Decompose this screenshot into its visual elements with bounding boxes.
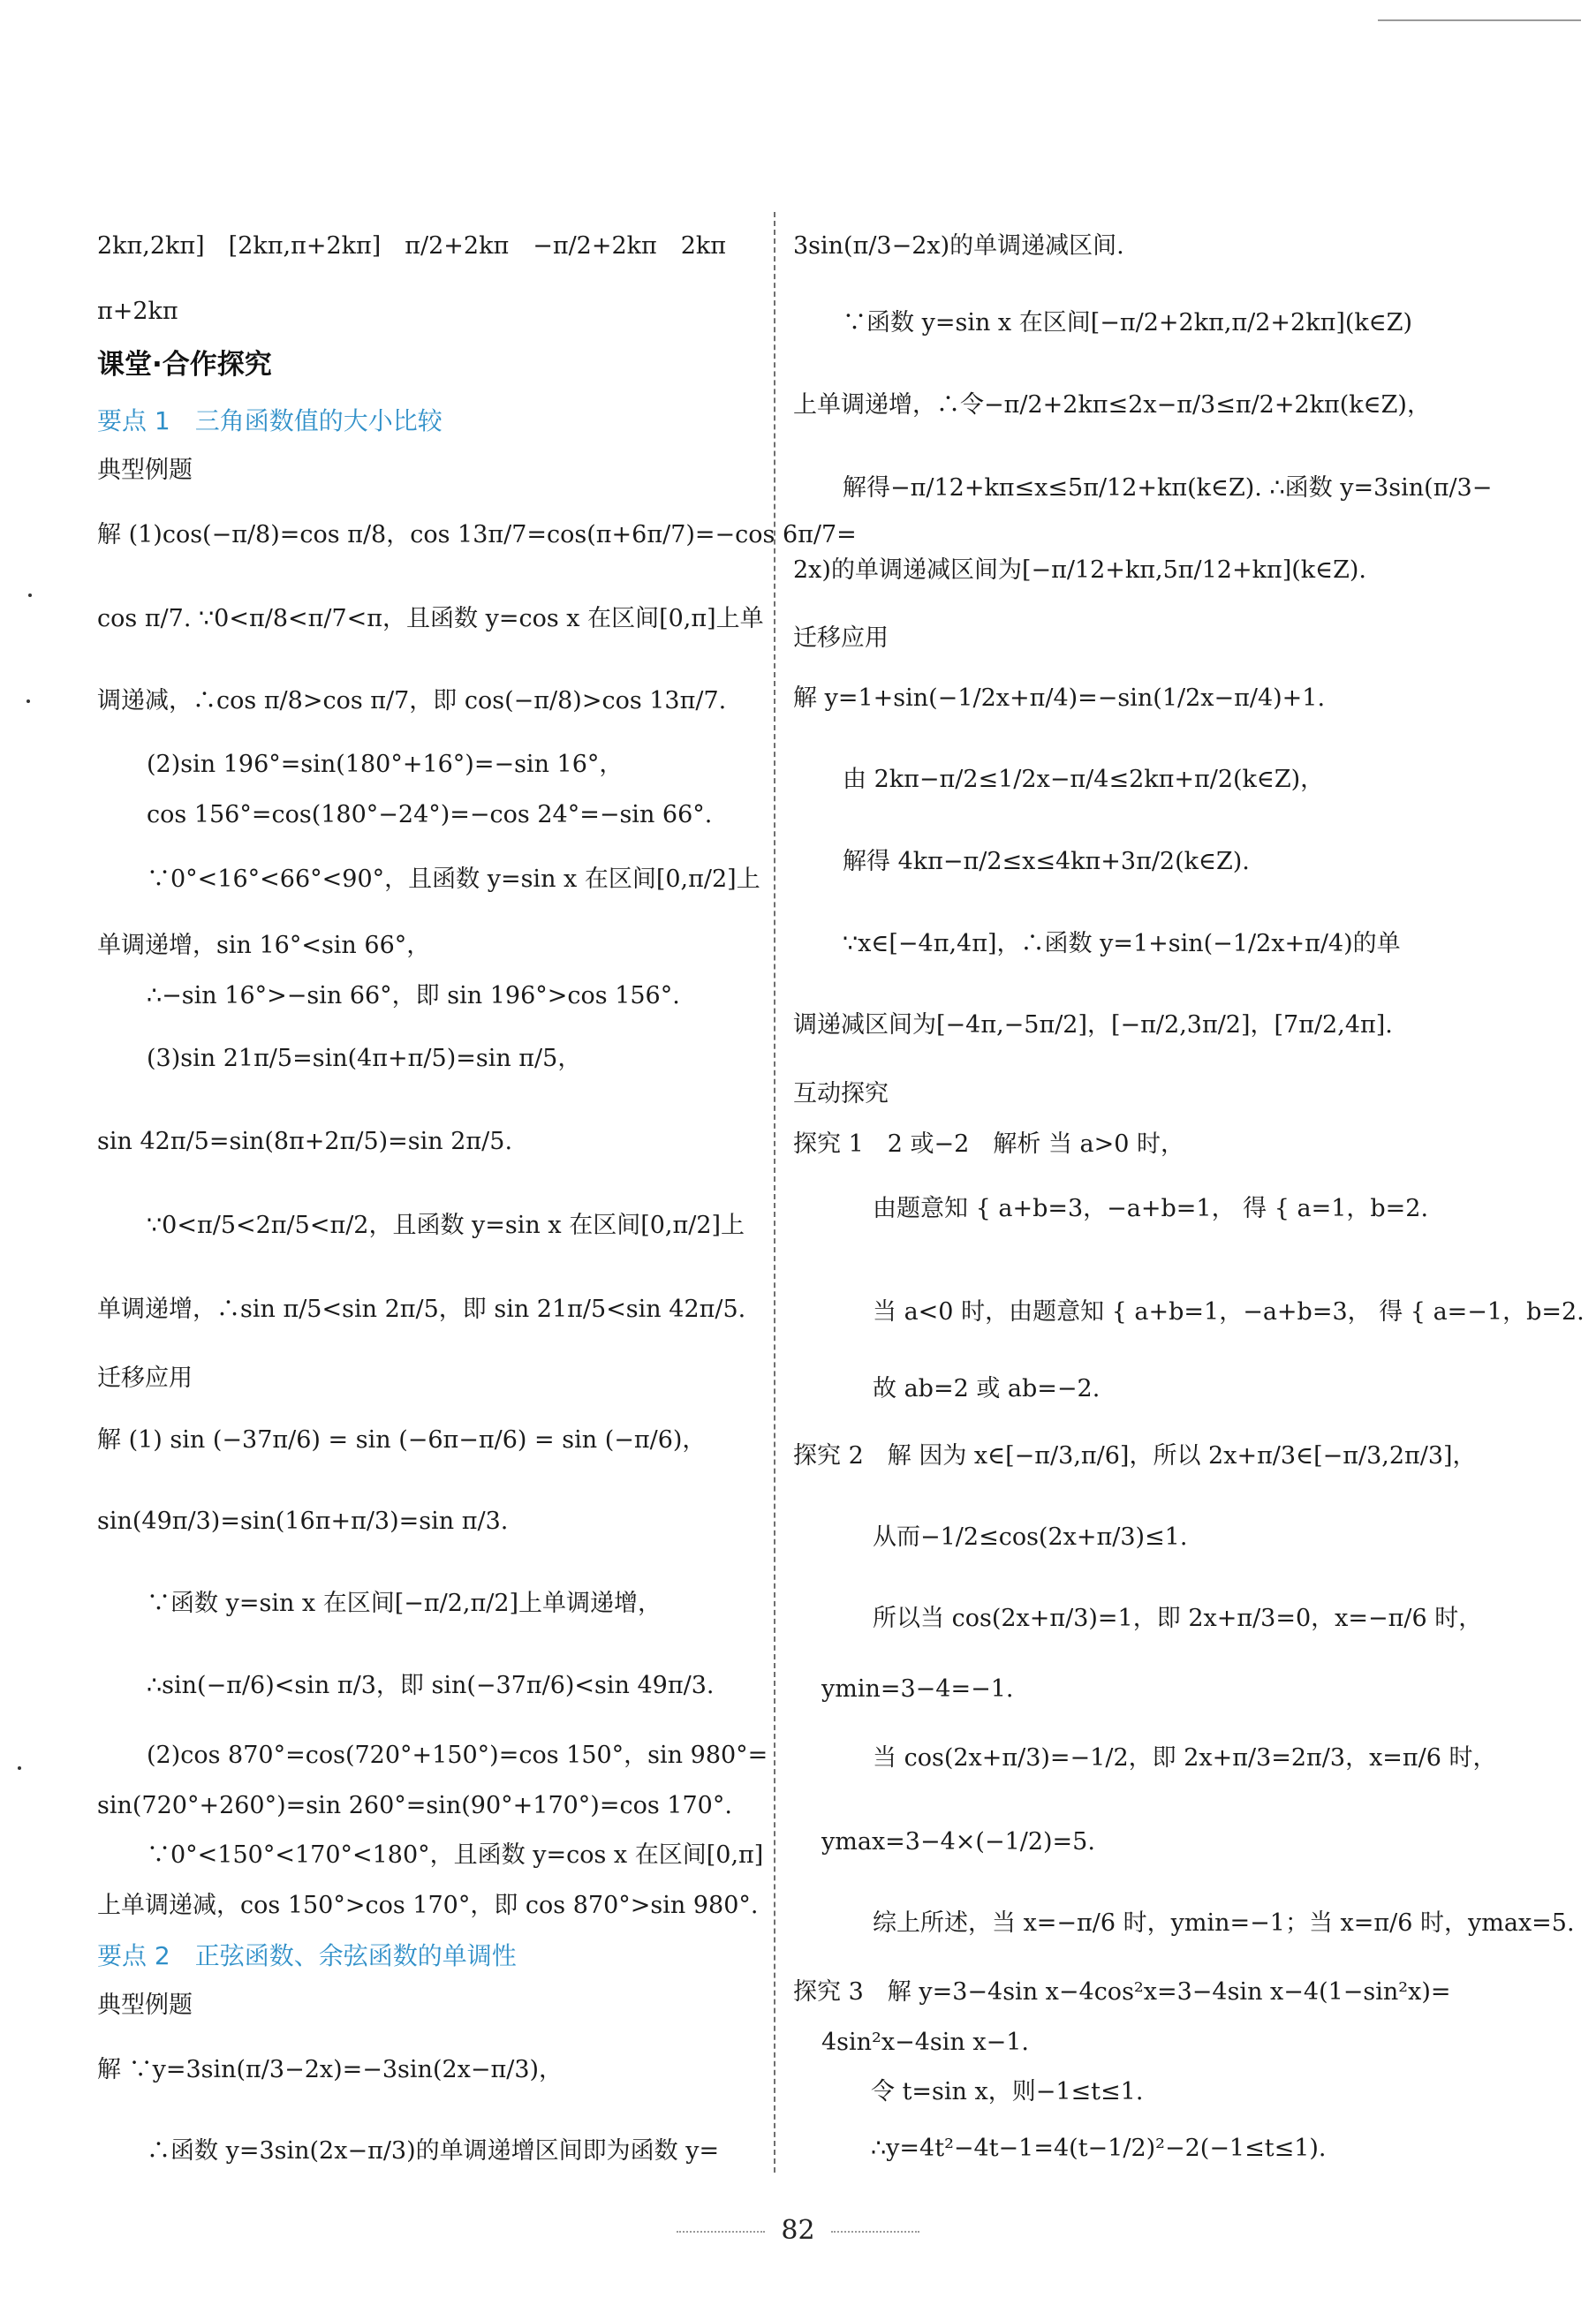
solution-line: 3sin(π/3−2x)的单调递减区间. [793,232,1124,260]
margin-mark [18,1766,21,1770]
margin-mark [26,699,30,703]
subheading: 迁移应用 [97,1364,193,1392]
subheading: 典型例题 [97,1992,193,2019]
solution-line: 单调递增，sin 16°<sin 66°， [97,932,431,959]
solution-line: ∵函数 y=sin x 在区间[−π/2,π/2]上单调递增， [147,1590,662,1617]
solution-line: 综上所述，当 x=−π/6 时，ymin=−1；当 x=π/6 时，ymax=5. [873,1909,1575,1937]
solution-line: ∵x∈[−4π,4π]，∴函数 y=1+sin(−1/2x+π/4)的单 [843,930,1401,957]
page-number-footer [0,2215,1596,2246]
subheading: 互动探究 [793,1080,889,1107]
solution-line: 调递减，∴cos π/8>cos π/7，即 cos(−π/8)>cos 13π/7. [97,687,727,714]
solution-line: 探究 3 解 y=3−4sin x−4cos²x=3−4sin x−4(1−sin²x)= [793,1978,1451,2006]
subheading: 典型例题 [97,457,193,484]
solution-line: sin(49π/3)=sin(16π+π/3)=sin π/3. [97,1508,509,1535]
solution-line: 调递减区间为[−4π,−5π/2]，[−π/2,3π/2]，[7π/2,4π]. [793,1011,1393,1039]
solution-line: 当 a<0 时，由题意知 { a+b=1，−a+b=3， 得 { a=−1，b=2. [873,1298,1585,1326]
subheading: 迁移应用 [793,624,889,652]
solution-line: ymax=3−4×(−1/2)=5. [821,1828,1095,1856]
solution-line: 解得 4kπ−π/2≤x≤4kπ+3π/2(k∈Z). [843,848,1250,875]
solution-line: 探究 2 解 因为 x∈[−π/3,π/6]，所以 2x+π/3∈[−π/3,2π/3]， [793,1442,1477,1470]
solution-line: sin(720°+260°)=sin 260°=sin(90°+170°)=cos 170°. [97,1792,732,1819]
solution-line: ∴y=4t²−4t−1=4(t−1/2)²−2(−1≤t≤1). [871,2135,1327,2162]
solution-line: 从而−1/2≤cos(2x+π/3)≤1. [873,1523,1188,1551]
solution-line: ∵0°<16°<66°<90°，且函数 y=sin x 在区间[0,π/2]上 [147,866,760,893]
key-point-heading: 要点 2 正弦函数、余弦函数的单调性 [97,1941,517,1970]
solution-line: (3)sin 21π/5=sin(4π+π/5)=sin π/5， [147,1045,582,1072]
solution-line: 上单调递增，∴令−π/2+2kπ≤2x−π/3≤π/2+2kπ(k∈Z)， [793,391,1431,419]
solution-line: 由 2kπ−π/2≤1/2x−π/4≤2kπ+π/2(k∈Z)， [843,766,1325,793]
solution-line: 上单调递减，cos 150°>cos 170°，即 cos 870°>sin 980°. [97,1892,759,1919]
solution-line: ymin=3−4=−1. [821,1675,1014,1703]
footer-ornament [831,2231,919,2233]
top-rule [1378,19,1581,21]
solution-line: ∵0<π/5<2π/5<π/2，且函数 y=sin x 在区间[0,π/2]上 [147,1212,745,1239]
footer-ornament [677,2231,765,2233]
solution-line: ∵0°<150°<170°<180°，且函数 y=cos x 在区间[0,π] [147,1841,764,1869]
margin-mark [28,593,32,597]
solution-line: 解 (1) sin (−37π/6) = sin (−6π−π/6) = sin (−π/6)， [97,1426,707,1454]
solution-line: (2)cos 870°=cos(720°+150°)=cos 150°，sin 980°= [147,1742,768,1769]
solution-line: cos π/7. ∵0<π/8<π/7<π，且函数 y=cos x 在区间[0,π]上单 [97,605,764,632]
page-number: 82 [781,2215,815,2246]
solution-line: (2)sin 196°=sin(180°+16°)=−sin 16°， [147,751,624,778]
answer-line: π+2kπ [97,298,178,325]
solution-line: 2x)的单调递减区间为[−π/12+kπ,5π/12+kπ](k∈Z). [793,556,1367,584]
solution-line: 故 ab=2 或 ab=−2. [873,1375,1101,1402]
solution-line: 令 t=sin x，则−1≤t≤1. [871,2078,1144,2105]
solution-line: 4sin²x−4sin x−1. [821,2029,1029,2056]
solution-line: 解 y=1+sin(−1/2x+π/4)=−sin(1/2x−π/4)+1. [793,684,1326,712]
solution-line: 由题意知 { a+b=3，−a+b=1， 得 { a=1，b=2. [873,1195,1429,1222]
solution-line: ∴−sin 16°>−sin 66°，即 sin 196°>cos 156°. [147,982,680,1009]
solution-line: cos 156°=cos(180°−24°)=−cos 24°=−sin 66°. [147,801,713,828]
solution-line: 单调递增，∴sin π/5<sin 2π/5，即 sin 21π/5<sin 42π/5. [97,1296,746,1323]
solution-line: 解 (1)cos(−π/8)=cos π/8，cos 13π/7=cos(π+6π/7)=−cos 6π/7= [97,521,857,548]
solution-line: ∴函数 y=3sin(2x−π/3)的单调递增区间即为函数 y= [147,2137,720,2165]
solution-line: 所以当 cos(2x+π/3)=1，即 2x+π/3=0，x=−π/6 时， [873,1605,1483,1632]
solution-line: ∴sin(−π/6)<sin π/3，即 sin(−37π/6)<sin 49π/3. [147,1672,715,1699]
solution-line: ∵函数 y=sin x 在区间[−π/2+2kπ,π/2+2kπ](k∈Z) [843,309,1413,336]
section-title: 课堂·合作探究 [97,349,272,381]
key-point-heading: 要点 1 三角函数值的大小比较 [97,406,442,435]
answer-line: 2kπ,2kπ] [2kπ,π+2kπ] π/2+2kπ −π/2+2kπ 2kπ [97,232,727,260]
solution-line: 探究 1 2 或−2 解析 当 a>0 时， [793,1130,1184,1158]
solution-line: 解 ∵y=3sin(π/3−2x)=−3sin(2x−π/3)， [97,2056,564,2083]
solution-line: sin 42π/5=sin(8π+2π/5)=sin 2π/5. [97,1128,513,1155]
solution-line: 当 cos(2x+π/3)=−1/2，即 2x+π/3=2π/3，x=π/6 时， [873,1744,1497,1772]
solution-line: 解得−π/12+kπ≤x≤5π/12+kπ(k∈Z). ∴函数 y=3sin(π/3− [843,474,1493,502]
column-divider [774,212,775,2173]
